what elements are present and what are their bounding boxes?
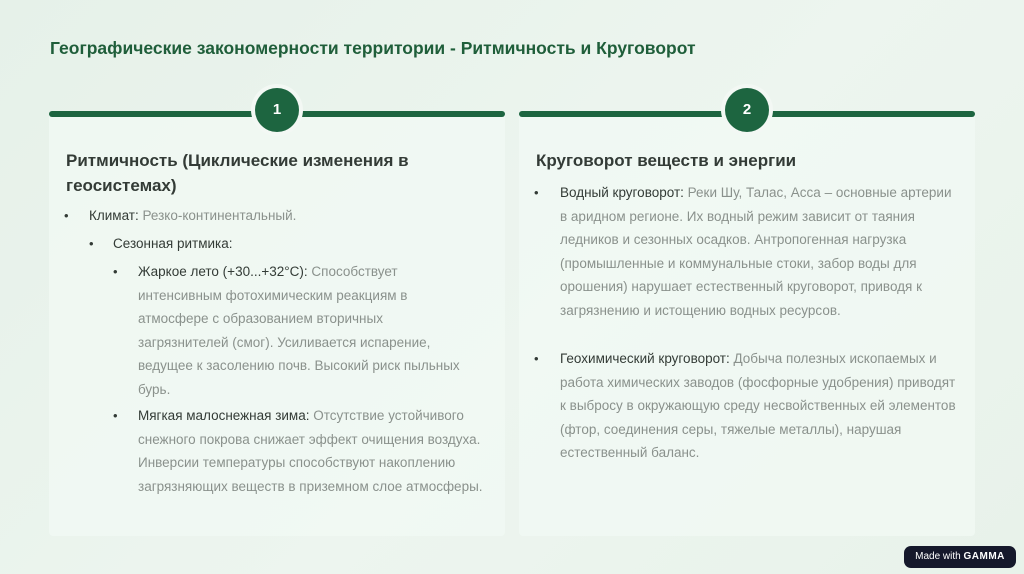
- geochem-cycle-label: Геохимический круговорот:: [560, 351, 730, 366]
- geochem-cycle-item: [560, 347, 960, 465]
- seasonal-item: [113, 232, 493, 256]
- summer-text: Способствует интенсивным фотохимическим реакциям в атмосфере с образованием вторичных загрязнителей (смог). Усиливается испарение, ведущее к засолению почв. Высокий риск пыльных бурь.: [138, 264, 460, 397]
- bullet-icon: •: [113, 264, 118, 279]
- water-cycle-item: [560, 181, 960, 322]
- card-title: Круговорот веществ и энергии: [536, 151, 797, 170]
- step-number-badge: 2: [725, 88, 769, 132]
- summer-item: [138, 260, 468, 401]
- badge-prefix: Made with: [915, 551, 961, 562]
- bullet-icon: •: [534, 351, 539, 366]
- winter-item: [138, 404, 498, 498]
- page-title: Географические закономерности территории - Ритмичность и Круговорот: [50, 38, 696, 58]
- bullet-icon: •: [113, 408, 118, 423]
- bullet-icon: •: [64, 208, 69, 223]
- water-cycle-label: Водный круговорот:: [560, 185, 684, 200]
- seasonal-label: Сезонная ритмика:: [113, 236, 233, 251]
- climate-item: [89, 204, 489, 228]
- water-cycle-text: Реки Шу, Талас, Асса – основные артерии в аридном регионе. Их водный режим зависит от таяния ледников и сезонных осадков. Антропогенная нагрузка (промышленные и коммунальные стоки, забор воды для орошения) нарушает естественный круговорот, приводя к загрязнению и истощению водных ресурсов.: [560, 185, 952, 318]
- made-with-gamma-badge[interactable]: [904, 546, 1016, 568]
- rhythm-card: [49, 101, 505, 536]
- bullet-icon: •: [89, 236, 94, 251]
- step-number-badge: 1: [255, 88, 299, 132]
- climate-text: Резко-континентальный.: [138, 208, 297, 223]
- climate-label: Климат:: [89, 208, 139, 223]
- winter-label: Мягкая малоснежная зима:: [138, 408, 310, 423]
- gamma-logo: GAMMA: [963, 551, 1005, 562]
- cycle-card: [519, 101, 975, 536]
- geochem-cycle-text: Добыча полезных ископаемых и работа химических заводов (фосфорные удобрения) приводят к выбросу в окружающую среду несвойственных ей элементов (фтор, соединения серы, тяжелые металлы), нарушая естественный баланс.: [560, 351, 956, 460]
- card-title: Ритмичность (Циклические изменения в геосистемах): [66, 151, 409, 195]
- summer-label: Жаркое лето (+30...+32°C):: [138, 264, 308, 279]
- winter-text: Отсутствие устойчивого снежного покрова снижает эффект очищения воздуха. Инверсии температуры способствуют накоплению загрязняющих веществ в приземном слое атмосферы.: [138, 408, 483, 494]
- bullet-icon: •: [534, 185, 539, 200]
